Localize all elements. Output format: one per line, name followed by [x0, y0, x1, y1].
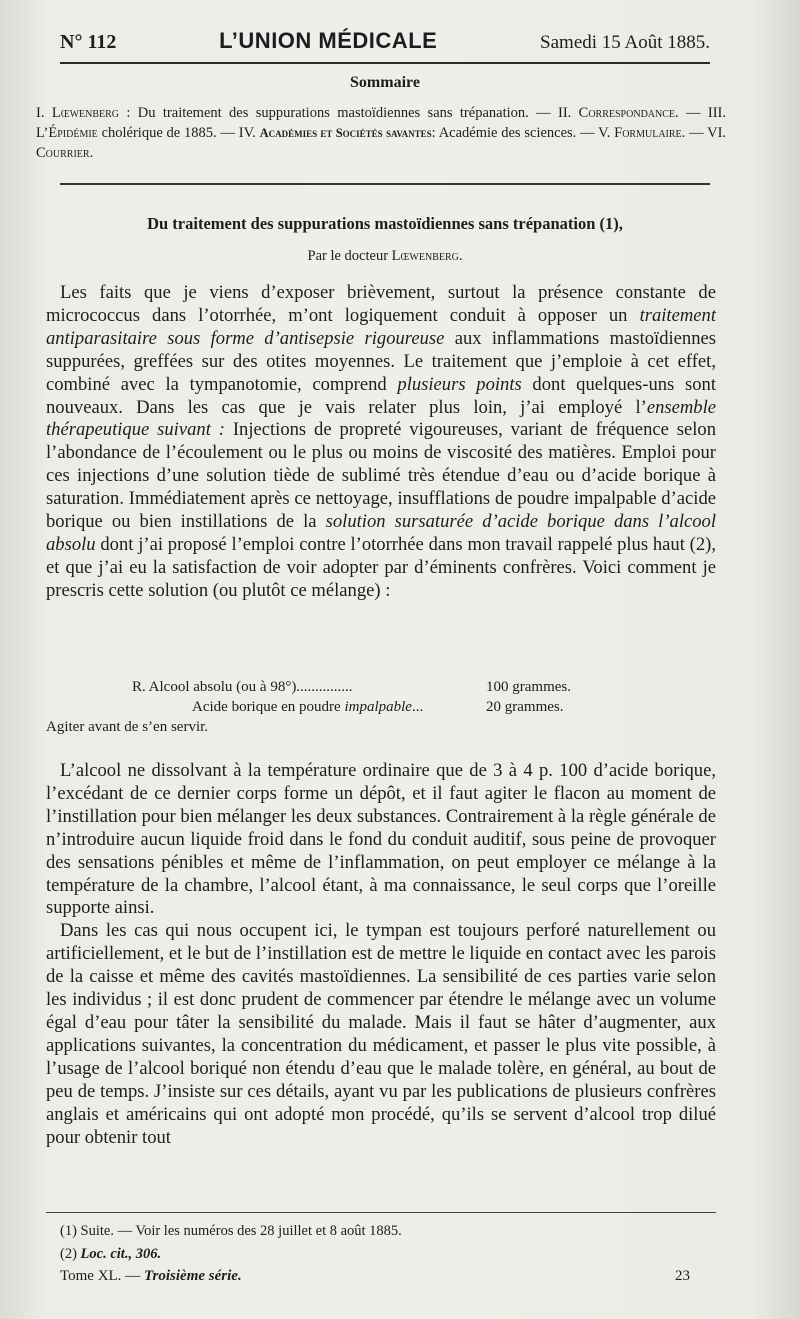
sommaire-sep-4: — VI. — [689, 125, 727, 141]
footnotes — [60, 1220, 710, 1266]
page-number: 23 — [675, 1268, 690, 1284]
sommaire-title: Sommaire — [350, 74, 420, 91]
page-footer — [60, 1268, 690, 1285]
article-title: Du traitement des suppurations mastoïdiennes sans trépanation (1), — [147, 214, 623, 233]
article-byline — [60, 248, 710, 265]
footer-series: Troisième série. — [143, 1268, 242, 1284]
footnote-2-text: Loc. cit., 306. — [80, 1246, 162, 1262]
recipe-ingredient-2-a: Acide borique en poudre — [192, 699, 345, 715]
issue-number: N° 112 — [60, 31, 117, 53]
sommaire-num: I. — [36, 105, 45, 121]
sommaire-item-courrier: Courrier. — [36, 145, 94, 161]
footnote-rule — [46, 1212, 716, 1213]
recipe-note: Agiter avant de s’en servir. — [46, 719, 209, 735]
footer-separator: — — [125, 1268, 141, 1284]
footnote-1 — [60, 1220, 710, 1243]
recipe-line-2 — [46, 697, 716, 717]
footnote-2 — [60, 1243, 710, 1266]
sommaire-contents — [36, 103, 726, 163]
recipe-ingredient-1: R. Alcool absolu (ou à 98°)............... — [132, 679, 353, 695]
recipe-line-1 — [46, 677, 716, 697]
p1-italic-2: plusieurs points — [397, 373, 522, 395]
section-rule — [60, 183, 710, 185]
recipe-ingredient-2 — [46, 697, 486, 717]
journal-title: L’UNION MÉDICALE — [219, 28, 438, 53]
paragraph-2: L’alcool ne dissolvant à la température ordinaire que de 3 à 4 p. 100 d’acide borique, l’excédant de ce dernier corps forme un dépôt, et il faut agiter le flacon au moment de l’instillation pour bien mélanger les deux substances. Contrairement à la règle générale de n’introduire aucun liquide froid dans le fond du conduit auditif, sous peine de provoquer des sensations pénibles et même de l’inflammation, on peut employer ce mélange à la température de la chambre, l’alcool étant, à ma connaissance, le seul corps que l’oreille supporte ainsi. — [46, 760, 716, 919]
p1-text-b: aux inflammations mastoïdiennes suppurées, greffées sur des otites moyennes. Le traitement que j’emploie à cet effet, combiné avec la tympanotomie, comprend — [46, 327, 716, 395]
p1-text-a: Les faits que je viens d’exposer brièvement, surtout la présence constante de micrococcus dans l’otorrhée, m’ont logiquement conduit à opposer un — [46, 282, 716, 326]
recipe-quantity-2: 20 grammes. — [486, 699, 564, 715]
sommaire-item-formulaire: Formulaire. — [614, 125, 686, 141]
article-body-part-2 — [46, 760, 716, 1149]
paragraph-3: Dans les cas qui nous occupent ici, le tympan est toujours perforé naturellement ou artificiellement, et le but de l’instillation est de mettre le liquide en contact avec les parois de la caisse et même des cavités mastoïdiennes. La sensibilité de ces parties varie selon les individus ; il est donc prudent de commencer par étendre le mélange avec un volume égal d’eau pour tâter la sensibilité du malade. Mais il faut se hâter d’augmenter, aux applications suivantes, la concentration du médicament, et passer le plus vite possible, à l’usage de l’alcool boriqué non étendu d’eau que le malade tolère, en général, au bout de peu de temps. J’insiste sur ces détails, ayant vu par les publications de plusieurs confrères anglais et américains qui ont adopté mon procédé, qu’ils se servent d’alcool trop dilué pour obtenir tout — [46, 920, 716, 1148]
footnote-2-number: (2) — [60, 1246, 77, 1262]
p1-text-d: Injections de propreté vigoureuses, variant de fréquence selon l’abondance de l’écoulement ou le plus ou moins de viscosité des matières. Emploi pour ces injections d’une solution tiède de sublimé très étendue d’eau ou d’acide borique à saturation. Immédiatement après ce nettoyage, insufflations de poudre impalpable d’acide borique ou bien instillations de la — [46, 419, 716, 533]
sommaire-item-correspondance: Correspondance. — [578, 105, 679, 121]
byline-author: Lœwenberg. — [391, 248, 463, 264]
p1-italic-3: ensemble thérapeutique suivant : — [46, 396, 716, 441]
p1-text-c: dont quelques-uns sont nouveaux. Dans les cas que je vais relater plus loin, j’ai employé l’ — [46, 373, 716, 418]
byline-prefix: Par le docteur — [307, 248, 389, 264]
p1-text-e: dont j’ai proposé l’emploi contre l’otorrhée dans mon travail rappelé plus haut (2), et que j’ai eu la satisfaction de voir adopter par d’éminents confrères. Voici comment je prescris cette solution (ou plutôt ce mélange) : — [46, 533, 716, 601]
sommaire-item-academies: Académies et Sociétés savantes — [259, 126, 432, 140]
article-body-part-1 — [46, 282, 716, 603]
sommaire-item-1: : Du traitement des suppurations mastoïdiennes sans trépanation. — II. — [126, 105, 572, 121]
recipe-ingredient-2-italic: impalpable — [344, 699, 412, 715]
recipe-ingredient-2-dots: ... — [411, 699, 424, 715]
sommaire-item-epidemie: Épidémie — [48, 125, 98, 141]
p1-italic-4: solution sursaturée d’acide borique dans l’alcool absolu — [46, 511, 716, 555]
p1-italic-1: traitement antiparasitaire sous forme d’antisepsie rigoureuse — [46, 304, 716, 349]
issue-date: Samedi 15 Août 1885. — [540, 32, 710, 53]
footnote-1-number: (1) — [60, 1223, 77, 1239]
sommaire-sep-3: : Académie des sciences. — V. — [431, 125, 611, 141]
recipe-block — [46, 677, 716, 737]
sommaire-author: Lœwenberg — [51, 105, 120, 121]
paragraph-1 — [46, 282, 716, 603]
recipe-quantity-1: 100 grammes. — [486, 679, 571, 695]
footer-volume — [60, 1268, 242, 1285]
footer-tome: Tome XL. — [60, 1268, 122, 1284]
sommaire-sep-1: — III. L’ — [36, 105, 726, 141]
sommaire-sep-2: cholérique de 1885. — IV. — [101, 125, 256, 141]
running-header — [60, 28, 710, 64]
footnote-1-text: Suite. — Voir les numéros des 28 juillet et 8 août 1885. — [80, 1223, 402, 1239]
